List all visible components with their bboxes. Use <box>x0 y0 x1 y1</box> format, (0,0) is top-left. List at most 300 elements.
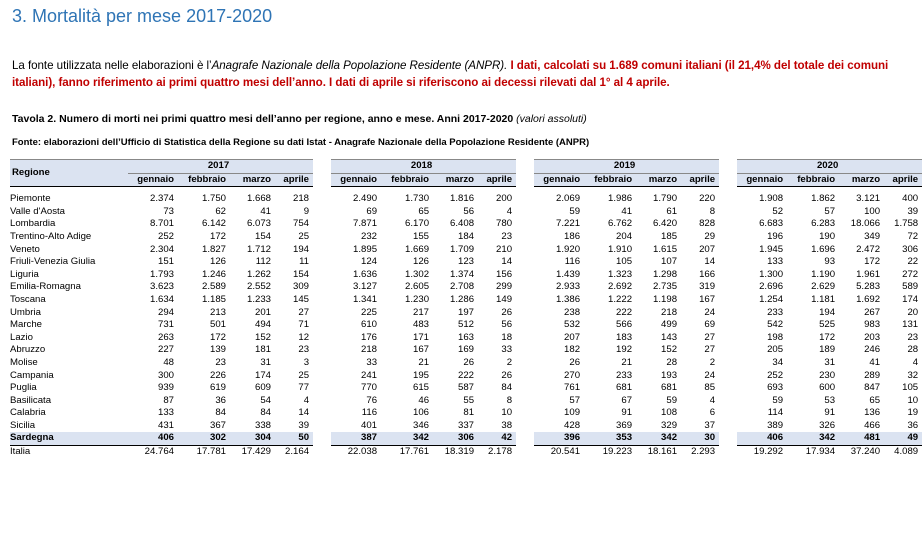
cell-value: 6.420 <box>653 218 678 230</box>
cell-value: 108 <box>661 407 678 419</box>
cell-value: 828 <box>699 218 716 230</box>
cell-value: 87 <box>163 394 174 406</box>
column-gap <box>516 218 534 231</box>
cell-value: 1.758 <box>894 218 919 230</box>
cell-value: 428 <box>564 419 581 431</box>
column-gap <box>516 432 534 445</box>
cell-value: 4 <box>912 356 919 368</box>
month-header-aprile: aprile <box>884 173 922 187</box>
cell-value: 73 <box>163 205 174 217</box>
column-gap <box>313 446 331 459</box>
cell-value: 91 <box>824 407 836 419</box>
cell-value: 105 <box>616 256 633 268</box>
cell-value: 1.233 <box>246 293 271 305</box>
cell-value: 24 <box>704 369 716 381</box>
month-header-gennaio: gennaio <box>128 173 178 187</box>
cell-value: 67 <box>621 394 633 406</box>
cell-value: 600 <box>819 382 836 394</box>
cell-value: 152 <box>254 331 271 343</box>
cell-value: 8 <box>709 205 716 217</box>
cell-value: 587 <box>458 382 475 394</box>
cell-value: 1.254 <box>759 293 784 305</box>
cell-value: 6 <box>709 407 716 419</box>
cell-value: 499 <box>661 319 678 331</box>
table-row <box>10 395 922 408</box>
cell-value: 1.986 <box>608 193 633 205</box>
cell-value: 299 <box>496 281 513 293</box>
cell-value: 731 <box>157 319 174 331</box>
cell-value: 24 <box>704 306 716 318</box>
cell-value: 1.910 <box>608 243 633 255</box>
cell-value: 192 <box>616 344 633 356</box>
column-gap <box>516 294 534 307</box>
cell-value: 2.708 <box>450 281 475 293</box>
cell-value: 72 <box>907 230 919 242</box>
region-name: Sicilia <box>10 419 36 431</box>
cell-value: 2.605 <box>405 281 430 293</box>
intro-highlight: I dati, calcolati su 1.689 comuni italiani (il 21,4% del totale dei comuni italiani), fanno riferimento ai primi quattro mesi dell’anno. I dati di aprile si riferiscono ai decessi rilevati dal 1° al 4 aprile. <box>12 59 889 89</box>
column-gap <box>313 420 331 433</box>
cell-value: 501 <box>209 319 226 331</box>
cell-value: 182 <box>564 344 581 356</box>
cell-value: 1.696 <box>811 243 836 255</box>
cell-value: 406 <box>737 432 787 445</box>
cell-value: 252 <box>157 230 174 242</box>
cell-value: 319 <box>699 281 716 293</box>
intro-paragraph <box>12 57 896 91</box>
column-gap <box>313 319 331 332</box>
table-row <box>10 332 922 345</box>
cell-value: 270 <box>564 369 581 381</box>
table-row <box>10 193 922 206</box>
cell-value: 149 <box>496 293 513 305</box>
cell-value: 28 <box>666 356 678 368</box>
column-gap <box>313 256 331 269</box>
cell-value: 18.319 <box>433 446 478 459</box>
cell-value: 19.292 <box>737 446 787 459</box>
cell-value: 18 <box>501 331 513 343</box>
cell-value: 65 <box>869 394 881 406</box>
cell-value: 50 <box>275 432 313 445</box>
cell-value: 185 <box>661 230 678 242</box>
month-header-aprile: aprile <box>275 173 313 187</box>
cell-value: 131 <box>902 319 919 331</box>
cell-value: 59 <box>569 205 581 217</box>
cell-value: 1.222 <box>608 293 633 305</box>
column-gap <box>719 332 737 345</box>
cell-value: 183 <box>616 331 633 343</box>
column-gap <box>313 231 331 244</box>
cell-value: 29 <box>704 230 716 242</box>
cell-value: 56 <box>463 205 475 217</box>
cell-value: 1.692 <box>856 293 881 305</box>
cell-value: 77 <box>298 382 310 394</box>
cell-value: 401 <box>361 419 378 431</box>
cell-value: 37 <box>704 419 716 431</box>
cell-value: 46 <box>418 394 430 406</box>
cell-value: 23 <box>215 356 226 368</box>
cell-value: 1.730 <box>405 193 430 205</box>
cell-value: 1.862 <box>811 193 836 205</box>
cell-value: 217 <box>413 306 430 318</box>
cell-value: 36 <box>907 419 919 431</box>
cell-value: 176 <box>361 331 378 343</box>
cell-value: 1.341 <box>353 293 378 305</box>
cell-value: 31 <box>824 356 836 368</box>
column-gap <box>719 193 737 206</box>
cell-value: 93 <box>824 256 836 268</box>
column-gap <box>516 420 534 433</box>
cell-value: 42 <box>478 432 516 445</box>
column-gap <box>719 395 737 408</box>
column-gap <box>313 357 331 370</box>
region-column-header: Regione <box>10 160 128 187</box>
intro-source-name: Anagrafe Nazionale della Popolazione Residente (ANPR). <box>211 59 508 72</box>
cell-value: 71 <box>298 319 310 331</box>
column-gap <box>719 231 737 244</box>
cell-value: 770 <box>361 382 378 394</box>
cell-value: 174 <box>254 369 271 381</box>
cell-value: 1.712 <box>246 243 271 255</box>
month-header-febbraio: febbraio <box>381 173 433 187</box>
cell-value: 207 <box>699 243 716 255</box>
year-header-2018: 2018 <box>331 160 516 174</box>
cell-value: 494 <box>254 319 271 331</box>
column-gap <box>313 382 331 395</box>
region-name: Molise <box>10 356 38 368</box>
region-name: Friuli-Venezia Giulia <box>10 256 96 268</box>
month-header-febbraio: febbraio <box>584 173 636 187</box>
cell-value: 309 <box>293 281 310 293</box>
cell-value: 337 <box>458 419 475 431</box>
month-header-gennaio: gennaio <box>534 173 584 187</box>
cell-value: 220 <box>699 193 716 205</box>
cell-value: 3.127 <box>353 281 378 293</box>
cell-value: 123 <box>458 256 475 268</box>
cell-value: 1.634 <box>149 293 174 305</box>
cell-value: 172 <box>819 331 836 343</box>
cell-value: 589 <box>902 281 919 293</box>
cell-value: 302 <box>178 432 230 445</box>
cell-value: 983 <box>864 319 881 331</box>
cell-value: 431 <box>157 419 174 431</box>
cell-value: 91 <box>621 407 633 419</box>
table-row <box>10 420 922 433</box>
cell-value: 193 <box>661 369 678 381</box>
cell-value: 61 <box>666 205 678 217</box>
cell-value: 2 <box>506 356 513 368</box>
cell-value: 512 <box>458 319 475 331</box>
cell-value: 52 <box>772 205 784 217</box>
cell-value: 542 <box>767 319 784 331</box>
cell-value: 76 <box>366 394 378 406</box>
cell-value: 1.386 <box>556 293 581 305</box>
cell-value: 342 <box>381 432 433 445</box>
cell-value: 2.735 <box>653 281 678 293</box>
cell-value: 610 <box>361 319 378 331</box>
cell-value: 847 <box>864 382 881 394</box>
cell-value: 32 <box>907 369 919 381</box>
cell-value: 28 <box>907 344 919 356</box>
column-gap <box>313 344 331 357</box>
cell-value: 693 <box>767 382 784 394</box>
column-gap <box>313 370 331 383</box>
cell-value: 681 <box>661 382 678 394</box>
cell-value: 10 <box>501 407 513 419</box>
cell-value: 53 <box>824 394 836 406</box>
cell-value: 218 <box>293 193 310 205</box>
cell-value: 6.283 <box>811 218 836 230</box>
cell-value: 609 <box>254 382 271 394</box>
region-name: Valle d'Aosta <box>10 205 65 217</box>
cell-value: 5.283 <box>856 281 881 293</box>
cell-value: 17.934 <box>787 446 839 459</box>
cell-value: 8 <box>506 394 513 406</box>
cell-value: 1.636 <box>353 268 378 280</box>
cell-value: 156 <box>496 268 513 280</box>
column-gap <box>719 281 737 294</box>
column-gap <box>313 332 331 345</box>
table-caption-title: Tavola 2. Numero di morti nei primi quattro mesi dell’anno per regione, anno e mese. Anni 2017-2020 <box>12 113 514 125</box>
cell-value: 109 <box>564 407 581 419</box>
cell-value: 761 <box>564 382 581 394</box>
cell-value: 25 <box>298 230 310 242</box>
column-gap <box>516 395 534 408</box>
cell-value: 525 <box>819 319 836 331</box>
cell-value: 31 <box>260 356 271 368</box>
cell-value: 17.761 <box>381 446 433 459</box>
cell-value: 39 <box>298 419 310 431</box>
cell-value: 8.701 <box>149 218 174 230</box>
column-gap <box>516 193 534 206</box>
cell-value: 227 <box>157 344 174 356</box>
cell-value: 54 <box>260 394 271 406</box>
cell-value: 2.933 <box>556 281 581 293</box>
cell-value: 232 <box>361 230 378 242</box>
column-gap <box>313 193 331 206</box>
cell-value: 481 <box>839 432 884 445</box>
cell-value: 566 <box>616 319 633 331</box>
cell-value: 143 <box>661 331 678 343</box>
region-name: Toscana <box>10 293 46 305</box>
cell-value: 163 <box>458 331 475 343</box>
cell-value: 62 <box>215 205 226 217</box>
cell-value: 1.300 <box>759 268 784 280</box>
cell-value: 23 <box>501 230 513 242</box>
column-gap <box>313 244 331 257</box>
cell-value: 181 <box>254 344 271 356</box>
cell-value: 213 <box>209 306 226 318</box>
month-header-marzo: marzo <box>230 173 275 187</box>
column-gap <box>719 218 737 231</box>
cell-value: 14 <box>298 407 310 419</box>
cell-value: 7.871 <box>353 218 378 230</box>
cell-value: 1.920 <box>556 243 581 255</box>
column-gap <box>313 407 331 420</box>
cell-value: 154 <box>254 230 271 242</box>
cell-value: 154 <box>293 268 310 280</box>
cell-value: 126 <box>209 256 226 268</box>
cell-value: 186 <box>564 230 581 242</box>
cell-value: 267 <box>864 306 881 318</box>
cell-value: 1.709 <box>450 243 475 255</box>
table-row <box>10 294 922 307</box>
column-gap <box>719 357 737 370</box>
column-gap <box>516 206 534 219</box>
cell-value: 272 <box>902 268 919 280</box>
cell-value: 615 <box>413 382 430 394</box>
cell-value: 1.230 <box>405 293 430 305</box>
cell-value: 19.223 <box>584 446 636 459</box>
cell-value: 1.750 <box>201 193 226 205</box>
cell-value: 20 <box>907 306 919 318</box>
cell-value: 152 <box>661 344 678 356</box>
column-gap <box>719 307 737 320</box>
cell-value: 2.472 <box>856 243 881 255</box>
cell-value: 406 <box>128 432 178 445</box>
cell-value: 326 <box>819 419 836 431</box>
cell-value: 41 <box>621 205 633 217</box>
column-gap <box>516 382 534 395</box>
year-header-2020: 2020 <box>737 160 922 174</box>
cell-value: 2.069 <box>556 193 581 205</box>
cell-value: 56 <box>501 319 513 331</box>
cell-value: 24.764 <box>128 446 178 459</box>
region-name: Trentino-Alto Adige <box>10 230 92 242</box>
cell-value: 41 <box>869 356 881 368</box>
cell-value: 238 <box>564 306 581 318</box>
region-name: Marche <box>10 319 42 331</box>
cell-value: 116 <box>564 256 581 268</box>
cell-value: 107 <box>661 256 678 268</box>
cell-value: 400 <box>902 193 919 205</box>
cell-value: 36 <box>215 394 226 406</box>
column-gap <box>313 432 331 445</box>
cell-value: 114 <box>767 407 784 419</box>
column-gap <box>313 269 331 282</box>
cell-value: 7.221 <box>556 218 581 230</box>
table-row <box>10 256 922 269</box>
region-name: Emilia-Romagna <box>10 281 81 293</box>
column-gap <box>516 357 534 370</box>
cell-value: 6.762 <box>608 218 633 230</box>
cell-value: 342 <box>787 432 839 445</box>
cell-value: 252 <box>767 369 784 381</box>
cell-value: 14 <box>501 256 513 268</box>
column-gap <box>516 319 534 332</box>
column-gap <box>516 307 534 320</box>
region-name: Campania <box>10 369 54 381</box>
column-gap <box>719 160 737 187</box>
column-gap <box>516 244 534 257</box>
cell-value: 172 <box>209 331 226 343</box>
cell-value: 218 <box>661 306 678 318</box>
cell-value: 6.408 <box>450 218 475 230</box>
cell-value: 2.696 <box>759 281 784 293</box>
cell-value: 2.490 <box>353 193 378 205</box>
cell-value: 241 <box>361 369 378 381</box>
cell-value: 194 <box>293 243 310 255</box>
table-row <box>10 281 922 294</box>
cell-value: 1.190 <box>811 268 836 280</box>
cell-value: 33 <box>366 356 378 368</box>
cell-value: 59 <box>666 394 678 406</box>
cell-value: 1.198 <box>653 293 678 305</box>
cell-value: 396 <box>534 432 584 445</box>
cell-value: 342 <box>636 432 681 445</box>
cell-value: 57 <box>569 394 581 406</box>
cell-value: 155 <box>413 230 430 242</box>
cell-value: 3.121 <box>856 193 881 205</box>
month-header-marzo: marzo <box>839 173 884 187</box>
cell-value: 1.945 <box>759 243 784 255</box>
cell-value: 6.073 <box>246 218 271 230</box>
cell-value: 1.246 <box>201 268 226 280</box>
cell-value: 226 <box>209 369 226 381</box>
cell-value: 124 <box>361 256 378 268</box>
cell-value: 100 <box>864 205 881 217</box>
column-gap <box>719 446 737 459</box>
month-header-febbraio: febbraio <box>787 173 839 187</box>
table-row <box>10 206 922 219</box>
table-caption-note: (valori assoluti) <box>516 113 587 125</box>
cell-value: 33 <box>501 344 513 356</box>
region-name: Italia <box>10 446 128 459</box>
cell-value: 306 <box>433 432 478 445</box>
month-header-marzo: marzo <box>636 173 681 187</box>
cell-value: 200 <box>496 193 513 205</box>
cell-value: 22.038 <box>331 446 381 459</box>
cell-value: 106 <box>413 407 430 419</box>
cell-value: 2.629 <box>811 281 836 293</box>
cell-value: 27 <box>704 344 716 356</box>
region-name: Lombardia <box>10 218 56 230</box>
cell-value: 17.781 <box>178 446 230 459</box>
column-gap <box>313 294 331 307</box>
cell-value: 151 <box>157 256 174 268</box>
table-source: Fonte: elaborazioni dell’Ufficio di Statistica della Regione su dati Istat - Anagrafe Nazionale della Popolazione Residente (ANPR) <box>12 137 590 148</box>
cell-value: 84 <box>215 407 226 419</box>
cell-value: 190 <box>819 230 836 242</box>
cell-value: 1.439 <box>556 268 581 280</box>
cell-value: 225 <box>361 306 378 318</box>
cell-value: 389 <box>767 419 784 431</box>
cell-value: 6.170 <box>405 218 430 230</box>
region-name: Basilicata <box>10 394 52 406</box>
cell-value: 2.304 <box>149 243 174 255</box>
cell-value: 207 <box>564 331 581 343</box>
column-gap <box>719 319 737 332</box>
column-gap <box>516 231 534 244</box>
cell-value: 81 <box>463 407 475 419</box>
cell-value: 26 <box>501 369 513 381</box>
cell-value: 4.089 <box>884 446 922 459</box>
cell-value: 205 <box>767 344 784 356</box>
cell-value: 169 <box>458 344 475 356</box>
column-gap <box>719 344 737 357</box>
cell-value: 12 <box>298 331 310 343</box>
cell-value: 230 <box>819 369 836 381</box>
cell-value: 1.668 <box>246 193 271 205</box>
cell-value: 198 <box>767 331 784 343</box>
column-gap <box>516 344 534 357</box>
cell-value: 466 <box>864 419 881 431</box>
cell-value: 133 <box>157 407 174 419</box>
cell-value: 194 <box>819 306 836 318</box>
region-name: Puglia <box>10 382 37 394</box>
month-header-aprile: aprile <box>478 173 516 187</box>
cell-value: 349 <box>864 230 881 242</box>
